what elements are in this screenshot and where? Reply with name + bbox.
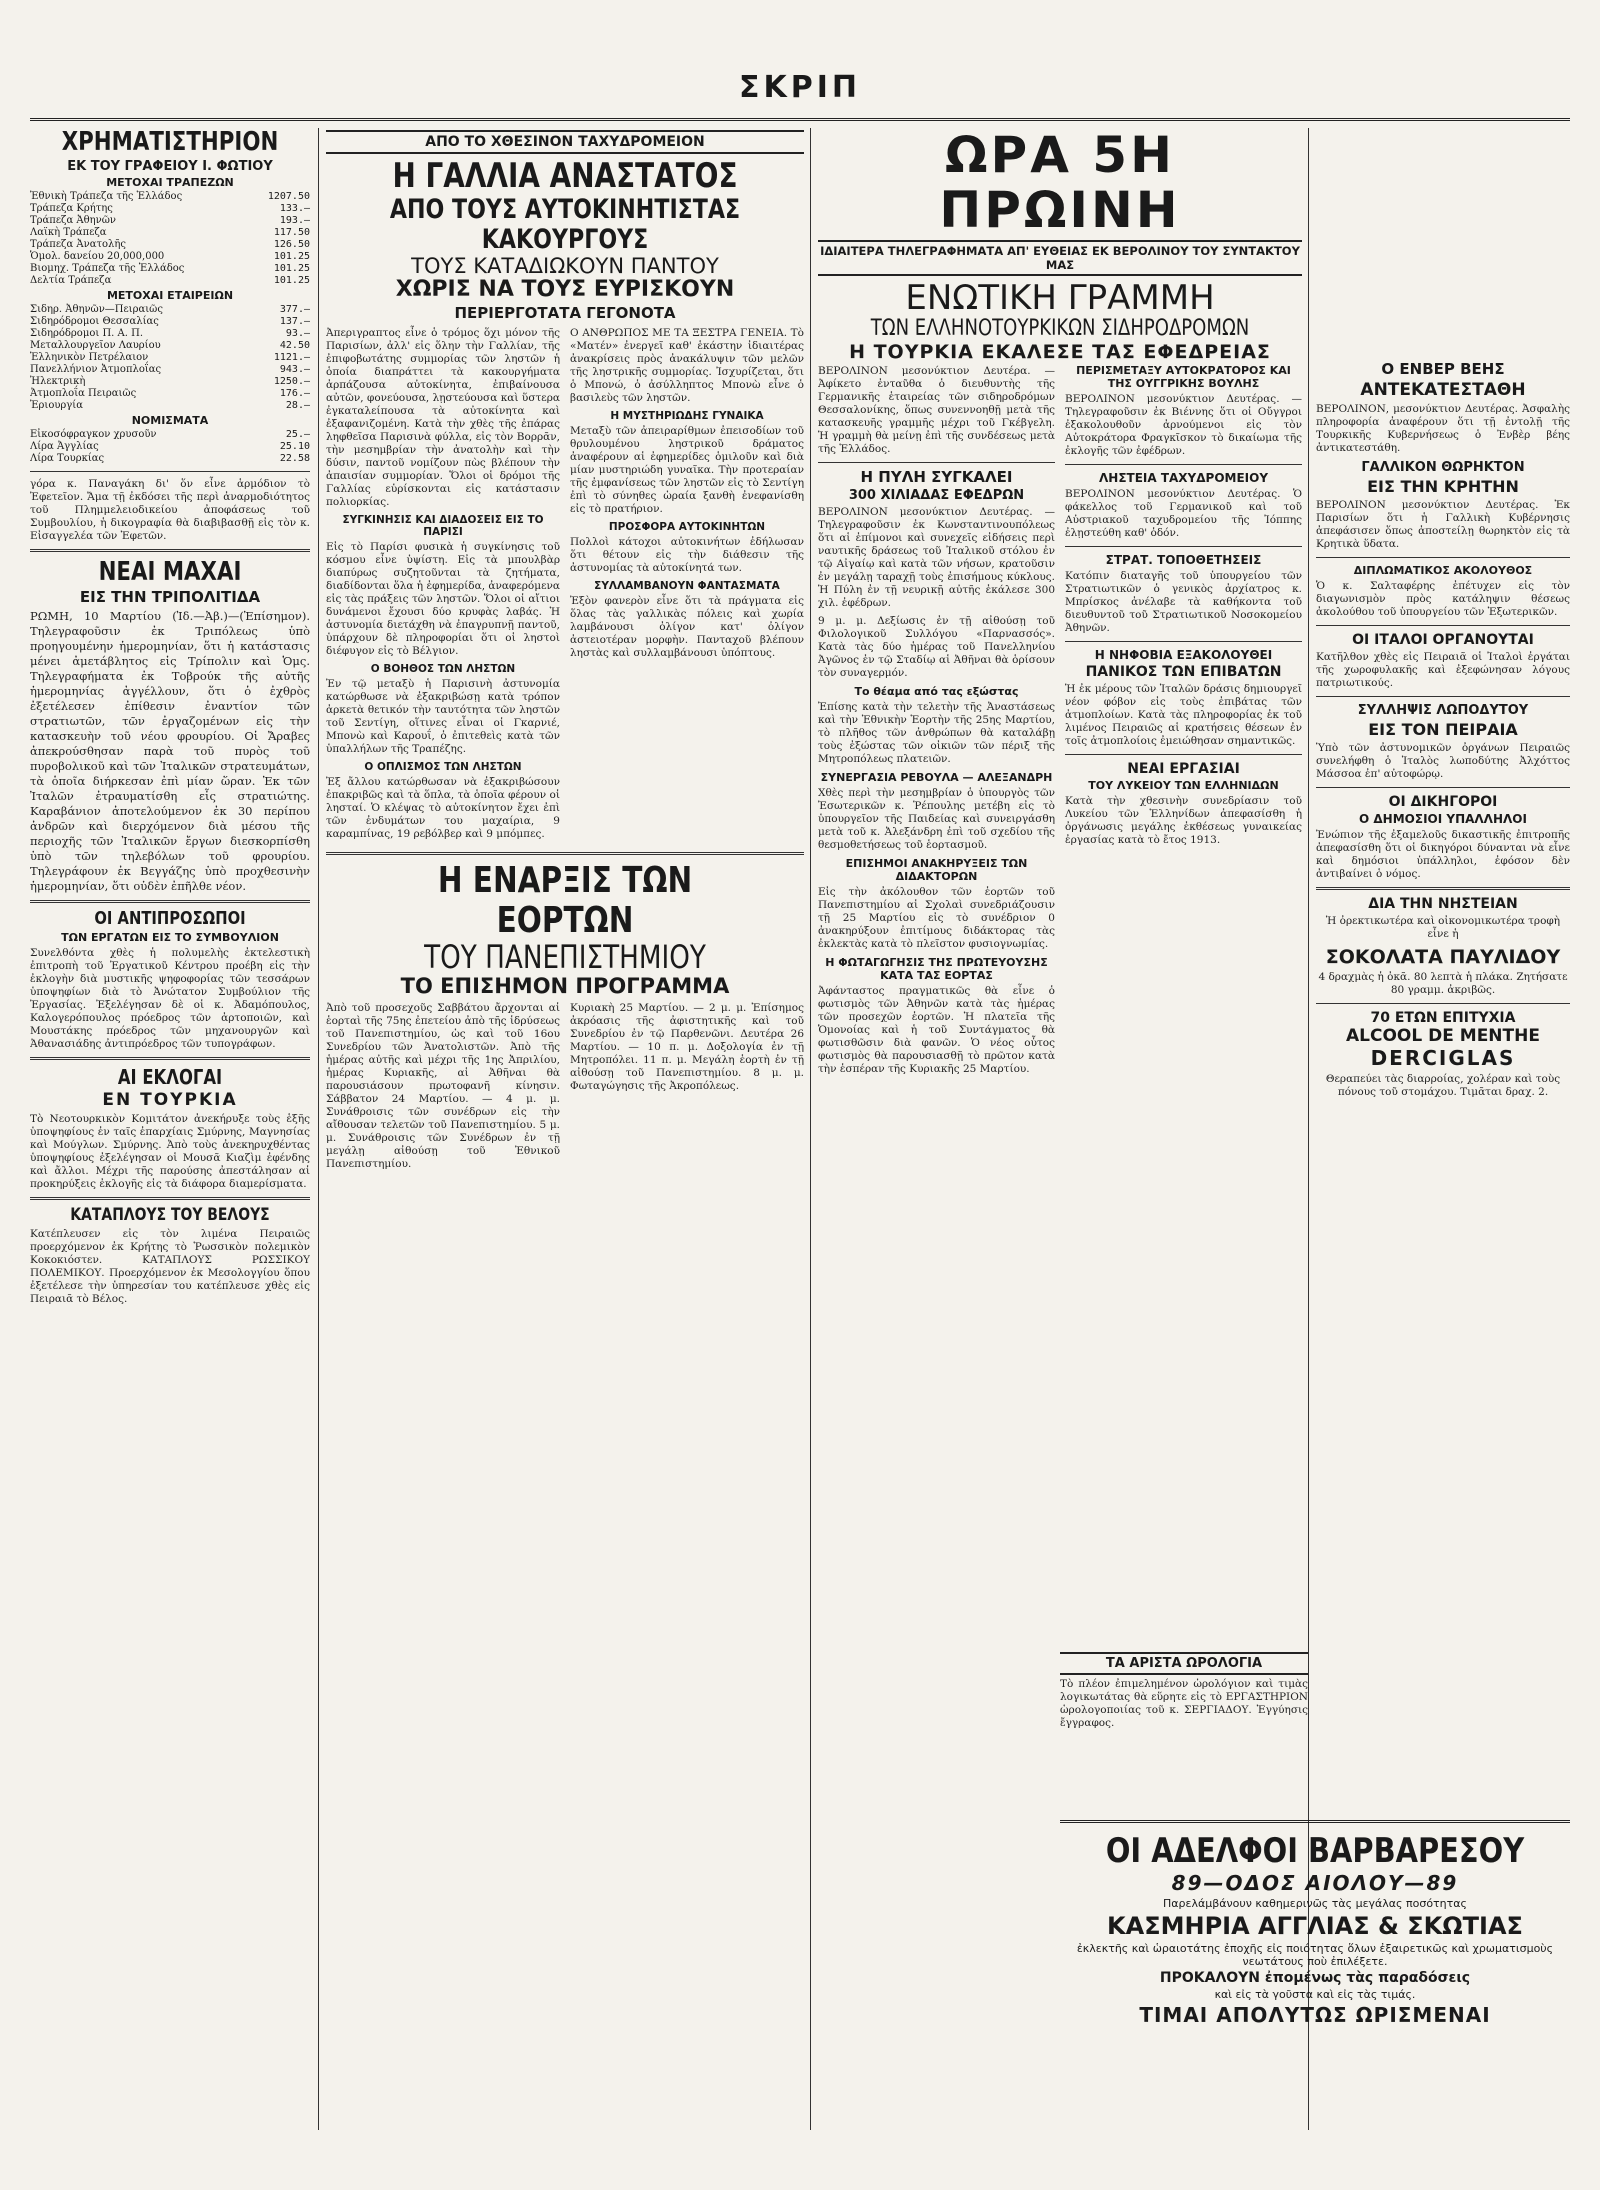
coins-table — [30, 429, 310, 465]
france-headline-5: ΠΕΡΙΕΡΓΟΤΑΤΑ ΓΕΓΟΝΟΤΑ — [454, 304, 676, 323]
military-title: ΣΤΡΑΤ. ΤΟΠΟΘΕΤΗΣΕΙΣ — [1105, 553, 1262, 568]
bank-rate-row — [30, 239, 310, 251]
enver-body: ΒΕΡΟΛΙΝΟΝ, μεσονύκτιον Δευτέρας. Ἀσφαλὴς πληροφορία ἀναφέρουν ὅτι τῇ ἐντολῇ τῆς Τουρκικῆς Κυβερνήσεως ὁ Ἐνβὲρ βέης ἀντικατεστάθη. — [1316, 403, 1570, 454]
bank-rate-row — [30, 275, 310, 287]
rate-value: 176.— — [279, 387, 310, 399]
bank-rate-row — [30, 191, 310, 203]
reps-subtitle: ΤΩΝ ΕΡΓΑΤΩΝ ΕΙΣ ΤΟ ΣΥΜΒΟΥΛΙΟΝ — [61, 930, 279, 944]
rate-value: 117.50 — [273, 226, 310, 238]
divider — [30, 1197, 310, 1200]
france-sub-f: ΣΥΛΛΑΜΒΑΝΟΥΝ ΦΑΝΤΑΣΜΑΤΑ — [594, 580, 780, 593]
pickpocket-body: Ὑπὸ τῶν ἀστυνομικῶν ὀργάνων Πειραιῶς συνελήφθη ὁ Ἰταλὸς λωποδύτης Ἀλχόττος Μάσσοα ἐπ' αὐτοφώρῳ. — [1316, 742, 1570, 780]
watch-title: ΤΑ ΑΡΙΣΤΑ ΩΡΟΛΟΓΙΑ — [1060, 1652, 1308, 1675]
rate-value: 93.— — [285, 327, 310, 339]
gate-title: Η ΠΥΛΗ ΣΥΓΚΑΛΕΙ — [860, 468, 1013, 487]
rate-name: Λίρα Ἀγγλίας — [30, 440, 99, 452]
university-headline: Η ΕΝΑΡΞΙΣ ΤΩΝ ΕΟΡΤΩΝ — [437, 860, 693, 941]
lighting-body: Ἀφάνταστος πραγματικῶς θὰ εἶνε ὁ φωτισμὸς τῶν Ἀθηνῶν κατὰ τὰς ἡμέρας τῶν προσεχῶν ἑορτῶν. Ἡ πλατεῖα τῆς Ὁμονοίας καὶ ἡ τοῦ Συντάγματος θὰ φωτισθῶσιν διὰ φανῶν. Ὁ νέος οὗτος φωτισμὸς θὰ παρουσιασθῇ τὸ πρῶτον κατὰ τὴν ἑσπέραν τῆς Κυριακῆς 25 Μαρτίου. — [818, 984, 1055, 1075]
varvaresos-ad — [1060, 1820, 1570, 2123]
company-rate-row — [30, 364, 310, 376]
doct-title: ΕΠΙΣΗΜΟΙ ΑΝΑΚΗΡΥΞΕΙΣ ΤΩΝ ΔΙΔΑΚΤΟΡΩΝ — [845, 856, 1028, 883]
diplomat-body: Ὁ κ. Σαλταφέρης ἐπέτυχεν εἰς τὸν διαγωνισμὸν πρὸς κατάληψιν θέσεως ἀκολούθου τοῦ ὑπουργείου τῶν Ἐξωτερικῶν. — [1316, 580, 1570, 618]
divider — [30, 1057, 310, 1060]
france-body-d: Ἐξ ἄλλου κατώρθωσαν νὰ ἐξακριβώσουν ἐπακριβῶς καὶ τὰ ὅπλα, τὰ ὁποῖα φέρουν οἱ λησταί. Ὁ κλέψας τὸ αὐτοκίνητον ἔχει ἐπὶ τῶν ἐνδυμάτων του μαχαίρια, 9 καραμπίνας, 19 ρεβόλβερ καὶ 9 μπόμπες. — [326, 776, 560, 841]
rate-name: Τράπεζα Κρήτης — [30, 202, 113, 214]
divider — [30, 549, 310, 552]
varvaresos-line1: Παρελάμβάνουν καθημερινῶς τὰς μεγάλας ποσότητας — [1163, 1897, 1467, 1910]
france-body-a: Ἀπεριγραπτος εἶνε ὁ τρόμος ὅχι μόνον τῆς Παρισίων, ἀλλ' εἰς ὅλην τὴν Γαλλίαν, τῆς ἐπιφοβωτάτης συμμορίας τῶν ληστῶν ἡ ὁποία διαπράττει τὰ κακουργήματα ἀρπάζουσα αὐτοκίνητα, ἐπιβαίνουσα αὐτῶν, φονεύουσα, λῃστεύουσα καὶ ὕστερα ἐγκαταλείπουσα τὰ αὐτοκίνητα καὶ ἐξαφανιζομένη. Κατὰ τὴν χθὲς τῆς ἐπάρας ληφθεῖσα Παρισινὰ φύλλα, εἰς τὸν Βορρᾶν, τὴν μεσημβρίαν τὴν ἀνατολὴν καὶ τὴν δύσιν, παντοῦ νομίζουν πὼς βλέπουν τὴν ἀπαισίαν συμμορίαν. Ὅλοι οἱ δρόμοι τῆς Γαλλίας εὑρίσκονται εἰς κατάστασιν πολιορκίας. — [326, 327, 560, 509]
coin-rate-row — [30, 453, 310, 465]
bank-rates-table — [30, 191, 310, 287]
university-body-2: Κυριακὴ 25 Μαρτίου. — 2 μ. μ. Ἐπίσημος ἀκρόασις τῆς ἀφιστητικῆς καὶ τοῦ Συνεδρίου ἐν τῷ Παρθενῶνι. Δευτέρα 26 Μαρτίου. — 10 π. μ. Δοξολογία ἐν τῇ Μητροπόλει. 11 π. μ. Μεγάλη ἑορτὴ ἐν τῇ αἰθούσῃ τοῦ Πανεπιστημίου. 8 μ. μ. Φωταγώγησις τῆς Ἀκροπόλεως. — [570, 1001, 804, 1092]
bourse-subtitle: ΕΚ ΤΟΥ ΓΡΑΦΕΙΟΥ Ι. ΦΩΤΙΟΥ — [67, 158, 273, 174]
rail-body: ΒΕΡΟΛΙΝΟΝ μεσονύκτιον Δευτέρα. — Ἀφίκετο ἐνταῦθα ὁ διευθυντὴς τῆς Γερμανικῆς ἑταιρείας τῶν σιδηροδρόμων Θεσσαλονίκης, ὅπως συνεννοηθῇ μετὰ τῆς κατασκευῆς γραμμῆς μέχρι τοῦ Γκέβγελη. Ἡ γραμμὴ θὰ μείνῃ ἐπὶ τῆς συνδέσεως μετὰ τῆς Ἑλλάδος. — [818, 365, 1055, 456]
france-sub-d: Η ΜΥΣΤΗΡΙΩΔΗΣ ΓΥΝΑΙΚΑ — [610, 410, 764, 423]
rate-name: Σιδηρόδρομοι Θεσσαλίας — [30, 315, 159, 327]
france-sub-c: Ο ΟΠΛΙΣΜΟΣ ΤΩΝ ΛΗΣΤΩΝ — [364, 761, 522, 774]
varvaresos-products: ΚΑΣΜΗΡΙΑ ΑΓΓΛΙΑΣ & ΣΚΩΤΙΑΣ — [1107, 1912, 1523, 1940]
masthead-title: ΣΚΡΙΠ — [739, 70, 861, 105]
fasting-ad-body: Ἡ ὀρεκτικωτέρα καὶ οἰκονομικωτέρα τροφὴ εἶνε ἡ — [1325, 915, 1561, 940]
rate-name: Βιομηχ. Τράπεζα τῆς Ἑλλάδος — [30, 262, 185, 274]
university-headline-3: ΤΟ ΕΠΙΣΗΜΟΝ ΠΡΟΓΡΑΜΜΑ — [400, 974, 730, 999]
company-rate-row — [30, 376, 310, 388]
france-sub-a: ΣΥΓΚΙΝΗΣΙΣ ΚΑΙ ΔΙΑΔΟΣΕΙΣ ΕΙΣ ΤΟ ΠΑΡΙΣΙ — [342, 514, 544, 539]
bank-rate-row — [30, 227, 310, 239]
column-separator — [810, 128, 811, 2130]
rate-name: Πανελλήνιον Ἀτμοπλοΐας — [30, 363, 162, 375]
elections-subtitle: ΕΝ ΤΟΥΡΚΙΑ — [102, 1089, 238, 1110]
gate-body: ΒΕΡΟΛΙΝΟΝ μεσονύκτιον Δευτέρας. — Τηλεγραφοῦσιν ἐκ Κωνσταντινουπόλεως ὅτι αἱ ἐπίμονοι καὶ συνεχεῖς εἰδήσεις περὶ ναυτικῆς δράσεως τοῦ Ἰταλικοῦ στόλου ἐν τῷ Αἰγαίῳ καὶ κατὰ τῶν νήσων, κρατοῦσιν ἐν μεγάλῃ ταραχῇ τοὺς ἐπισήμους κύκλους. Ἡ Πύλη ἐν τῇ νευρικῇ αὐτῆς ἐκάλεσε 300 χιλ. ἐφέδρων. — [818, 505, 1055, 609]
lawyers-subtitle: Ο ΔΗΜΟΣΙΟΙ ΥΠΑΛΛΗΛΟΙ — [1359, 812, 1527, 826]
feast-body: Ἐπίσης κατὰ τὴν τελετὴν τῆς Ἀναστάσεως καὶ τὴν Ἐθνικὴν Ἑορτὴν τῆς 25ης Μαρτίου, τὸ πλῆθος τῶν ἀνθρώπων θὰ καταλάβῃ τοὺς ἐξώστας τῶν οἰκιῶν τῶν πέριξ τῆς Μητροπόλεως πλατειῶν. — [818, 700, 1055, 765]
varvaresos-address: 89—ΟΔΟΣ ΑΙΟΛΟΥ—89 — [1171, 1871, 1459, 1895]
university-body-1: Ἀπὸ τοῦ προσεχοῦς Σαββάτου ἄρχονται αἱ ἑορταὶ τῆς 75ης ἐπετείου ἀπὸ τῆς ἱδρύσεως τοῦ Πανεπιστημίου, ὡς καὶ τοῦ 16ου Συνεδρίου τῶν Ἀνατολιστῶν. Ἀπὸ τῆς ἡμέρας αὐτῆς καὶ μέχρι τῆς 1ης Ἀπριλίου, ἡμέρας Κυριακῆς, αἱ Ἀθῆναι θὰ παρουσιάσουν πρωτοφανῆ κίνησιν. Σάββατον 24 Μαρτίου. — 4 μ. μ. Συνάθροισις τῶν συνέδρων εἰς τὴν αἴθουσαν τελετῶν τοῦ Πανεπιστημίου. 5 μ. μ. Συνάθροισις τῶν Συνέδρων ἐν τῇ μεγάλῃ αἰθούσῃ τοῦ Ἐθνικοῦ Πανεπιστημίου. — [326, 1001, 560, 1170]
reserves-headline: Η ΤΟΥΡΚΙΑ ΕΚΑΛΕΣΕ ΤΑΣ ΕΦΕΔΡΕΙΑΣ — [849, 340, 1271, 363]
elections-title: ΑΙ ΕΚΛΟΓΑΙ — [117, 1064, 223, 1089]
battle-title: ΝΕΑΙ ΜΑΧΑΙ — [98, 556, 242, 587]
fasting-ad-title: ΔΙΑ ΤΗΝ ΝΗΣΤΕΙΑΝ — [1368, 896, 1518, 912]
france-body-f: Μεταξὺ τῶν ἀπειραρίθμων ἐπεισοδίων τοῦ θρυλουμένου ληστρικοῦ δράματος ἀναφέρουν αἱ ἐφημερίδες ὁμιλοῦν καὶ διὰ μίαν μυστηριώδη γυναῖκα. Τὴν προτεραίαν τῆς ἐμφανίσεως τῶν ληστῶν εἰς τὸ Σεντίγη ἐπὶ τὸ σύνηθες ὡραία ξανθὴ ἐνεφανίσθη εἰς τὸ πρατήριον. — [570, 425, 804, 516]
italians-title: ΟΙ ΙΤΑΛΟΙ ΟΡΓΑΝΟΥΤΑΙ — [1352, 632, 1534, 648]
university-headline-2: ΤΟΥ ΠΑΝΕΠΙΣΤΗΜΙΟΥ — [424, 938, 706, 977]
enver-subtitle: ΑΝΤΕΚΑΤΕΣΤΑΘΗ — [1360, 380, 1526, 400]
rate-value: 1207.50 — [267, 190, 310, 202]
rate-value: 137.— — [279, 315, 310, 327]
alcool-title: ALCOOL DE MENTHE — [1346, 1026, 1540, 1046]
reb-body: Χθὲς περὶ τὴν μεσημβρίαν ὁ ὑπουργὸς τῶν Ἐσωτερικῶν κ. Ῥέπουλης μετέβη εἰς τὸ ὑπουργεῖον τῆς Παιδείας καὶ συνειργάσθη μετὰ τοῦ κ. Ἀλεξάνδρη ἐπὶ τοῦ σχεδίου τῆς θεσμοθετήσεως τοῦ ἑορτασμοῦ. — [818, 786, 1055, 851]
uni-reception-body: 9 μ. μ. Δεξίωσις ἐν τῇ αἰθούσῃ τοῦ Φιλολογικοῦ Συλλόγου «Παρνασσός». Κατὰ τὰς δύο ἡμέρας τοῦ Πανελληνίου Ἀγῶνος ἐν τῷ Σταδίῳ αἱ Ἀθῆναι θὰ ὁρίσουν τὸν συναγερμόν. — [818, 614, 1055, 679]
france-body-c: Ἐν τῷ μεταξὺ ἡ Παρισινὴ ἀστυνομία κατώρθωσε νὰ ἐξακριβώσῃ κατὰ τρόπον ἀρκετὰ θετικόν τὴν ταυτότητα τῶν ληστῶν τοῦ Σεντίγη, οἵτινες εἶναι οἱ Γκαρνιέ, Μπονὼ καὶ Καρουΐ, ὁ ἐπιτεθεὶς κατὰ τῶν ὑπαλλήλων τῆς Τραπέζης. — [326, 678, 560, 756]
rate-name: Ἀτμοπλοΐα Πειραιῶς — [30, 387, 137, 399]
col3-split — [818, 362, 1302, 1081]
company-rate-row — [30, 316, 310, 328]
coins-header: ΝΟΜΙΣΜΑΤΑ — [131, 413, 209, 427]
rate-name: Ἠλεκτρικὴ — [30, 375, 86, 387]
france-headline-2: ΑΠΟ ΤΟΥΣ ΑΥΤΟΚΙΝΗΤΙΣΤΑΣ ΚΑΚΟΥΡΓΟΥΣ — [389, 194, 741, 256]
crete-title: ΓΑΛΛΙΚΟΝ ΘΩΡΗΚΤΟΝ — [1361, 460, 1525, 475]
watch-body: Τὸ πλέον ἐπιμελημένον ὡρολόγιον καὶ τιμὰς λογικωτάτας θὰ εὕρητε εἰς τὸ ΕΡΓΑΣΤΗΡΙΟΝ ὡρολογοποιίας τοῦ κ. ΣΕΡΓΙΑΔΟΥ. Ἐγγύησις ἔγγραφος. — [1060, 1678, 1308, 1729]
diplomat-title: ΔΙΠΛΩΜΑΤΙΚΟΣ ΑΚΟΛΟΥΘΟΣ — [1353, 564, 1533, 577]
column-right — [1316, 128, 1570, 1728]
column-separator — [318, 128, 319, 2130]
company-shares-header: ΜΕΤΟΧΑΙ ΕΤΑΙΡΕΙΩΝ — [106, 288, 234, 302]
panic-title: Η ΝΗΦΟΒΙΑ ΕΞΑΚΟΛΟΥΘΕΙ — [1094, 648, 1273, 663]
jobs-subtitle: ΤΟΥ ΛΥΚΕΙΟΥ ΤΩΝ ΕΛΛΗΝΙΔΩΝ — [1088, 779, 1279, 793]
divider — [1065, 546, 1302, 547]
rate-value: 42.50 — [279, 339, 310, 351]
enver-title: Ο ΕΝΒΕΡ ΒΕΗΣ — [1381, 360, 1505, 378]
divider — [30, 471, 310, 472]
rate-value: 25.— — [285, 428, 310, 440]
varvaresos-prices: ΤΙΜΑΙ ΑΠΟΛΥΤΩΣ ΩΡΙΣΜΕΝΑΙ — [1139, 2003, 1491, 2027]
battle-subtitle: ΕΙΣ ΤΗΝ ΤΡΙΠΟΛΙΤΙΔΑ — [79, 588, 261, 607]
watch-ad — [1060, 1650, 1308, 1810]
france-body-g: Πολλοὶ κάτοχοι αὐτοκινήτων ἐδήλωσαν ὅτι θέτουν εἰς τὴν διάθεσιν τῆς ἀστυνομίας τὰ αὐτοκίνητά των. — [570, 536, 804, 575]
crete-body: ΒΕΡΟΛΙΝΟΝ μεσονύκτιον Δευτέρας. Ἐκ Παρισίων ὅτι ἡ Γαλλικὴ Κυβέρνησις ἀπεφάσισεν ὅπως ἀποστείλῃ θωρηκτὸν εἰς τὰ Κρητικὰ ὕδατα. — [1316, 499, 1570, 550]
crete-subtitle: ΕΙΣ ΤΗΝ ΚΡΗΤΗΝ — [1367, 477, 1519, 496]
rate-value: 101.25 — [273, 274, 310, 286]
reb-title: ΣΥΝΕΡΓΑΣΙΑ ΡΕΒΟΥΛΑ — ΑΛΕΞΑΝΔΡΗ — [820, 770, 1053, 784]
rate-name: Ἐθνικὴ Τράπεζα τῆς Ἑλλάδος — [30, 190, 183, 202]
bank-rate-row — [30, 263, 310, 275]
france-body-h: Ἐξὸν φανερὸν εἶνε ὅτι τὰ πράγματα εἰς ὅλας τὰς γαλλικὰς πόλεις καὶ χωρία λαμβάνουσι ὀλίγον κατ' ὀλίγον ἀστειοτέραν μορφὴν. Πανταχοῦ βλέπουν ληστὰς καὶ συλλαμβάνουσι ὑπόπτους. — [570, 595, 804, 660]
divider — [1065, 641, 1302, 642]
rate-name: Μεταλλουργεῖον Λαυρίου — [30, 339, 161, 351]
hour-subtitle: ΙΔΙΑΙΤΕΡΑ ΤΗΛΕΓΡΑΦΗΜΑΤΑ ΑΠ' ΕΥΘΕΙΑΣ ΕΚ ΒΕΡΟΛΙΝΟΥ ΤΟΥ ΣΥΝΤΑΚΤΟΥ ΜΑΣ — [818, 240, 1302, 276]
france-story — [326, 324, 804, 846]
divider — [818, 462, 1055, 463]
divider — [1316, 696, 1570, 697]
divider — [1316, 557, 1570, 558]
post-robbery-title: ΛΗΣΤΕΙΑ ΤΑΧΥΔΡΟΜΕΙΟΥ — [1098, 471, 1269, 486]
column-center-left — [326, 128, 804, 2118]
ship-body: Κατέπλευσεν εἰς τὸν λιμένα Πειραιῶς προερχόμενον ἐκ Κρήτης τὸ Ῥωσσικὸν πολεμικὸν Κοκοκιόστεν. ΚΑΤΑΠΛΟΥΣ ΡΩΣΣΙΚΟΥ ΠΟΛΕΜΙΚΟΥ. Προερχόμενον ἐκ Μεσολογγίου ὅπου ἐξετέλεσε τὴν ὑπηρεσίαν του κατέπλευσε χθὲς εἰς Πειραιᾶ τὸ Βέλος. — [30, 1227, 310, 1305]
rate-value: 101.25 — [273, 250, 310, 262]
company-rate-row — [30, 328, 310, 340]
coin-rate-row — [30, 429, 310, 441]
rate-value: 943.— — [279, 363, 310, 375]
bank-rate-row — [30, 215, 310, 227]
france-body-e: Ο ΑΝΘΡΩΠΟΣ ΜΕ ΤΑ ΞΕΣΤΡΑ ΓΕΝΕΙΑ. Τὸ «Ματέν» ἐνεργεῖ καθ' ἑκάστην ἰδιαιτέρας ἀνακρίσεις πρὸς ἀνακάλυψιν τῶν μελῶν τῆς ληστρικῆς συμμορίας. Ἰσχυρίζεται, ὅτι ὁ Μπονώ, ὁ ἀσύλληπτος Μπονὼ εἶνε ὁ βασιλεὺς τῶν ληστῶν. — [570, 327, 804, 405]
france-sub-b: Ο ΒΟΗΘΟΣ ΤΩΝ ΛΗΣΤΩΝ — [370, 663, 516, 676]
rate-value: 133.— — [279, 202, 310, 214]
rate-value: 101.25 — [273, 262, 310, 274]
doct-body: Εἰς τὴν ἀκόλουθον τῶν ἑορτῶν τοῦ Πανεπιστημίου αἱ Σχολαὶ συνεδριάζουσιν τῇ 25 Μαρτίου εἰς τὸ συνέδριον 0 ἀνακηρύξουν ἐπιτίμους διδάκτορας τὰς ἐκλεκτὰς κατὰ τὸ πλεῖστον φυσιογνωμίας. — [818, 885, 1055, 950]
rate-name: Εἰκοσόφραγκον χρυσοῦν — [30, 428, 157, 440]
bank-rate-row — [30, 203, 310, 215]
divider — [1316, 1003, 1570, 1004]
reps-body: Συνελθόντα χθὲς ἡ πολυμελὴς ἐκτελεστικὴ ἐπιτροπὴ τοῦ Ἐργατικοῦ Κέντρου προέβη εἰς τὴν ἐκλογὴν διὰ μυστικῆς ψηφοφορίας τῶν τεσσάρων ὑποψηφίων διὰ τὸ Ἀνώτατον Συμβούλιον τῆς Ἐργασίας. Ἐξελέγησαν δὲ οἱ κ. Ἀδαμόπουλος, Καλογερόπουλος πρόεδρος τῶν ἀρτοποιῶν, καὶ Μουστάκης πρόεδρος τῶν μηχανουργῶν καὶ Ἀθανασιάδης ἀντιπρόεδρος τῶν τυπογράφων. — [30, 946, 310, 1050]
lawyers-title: ΟΙ ΔΙΚΗΓΟΡΟΙ — [1388, 794, 1498, 810]
bank-rate-row — [30, 251, 310, 263]
kaiser-title: ΠΕΡΙΣΜΕΤΑΞΥ ΑΥΤΟΚΡΑΤΟΡΟΣ ΚΑΙ ΤΗΣ ΟΥΓΓΡΙΚΗΣ ΒΟΥΛΗΣ — [1076, 364, 1291, 391]
france-headline-4: ΧΩΡΙΣ ΝΑ ΤΟΥΣ ΕΥΡΙΣΚΟΥΝ — [395, 276, 735, 302]
varvaresos-line3: καὶ εἰς τὰ γοῦστα καὶ εἰς τὰς τιμάς. — [1214, 1988, 1416, 2001]
rate-value: 1250.— — [273, 375, 310, 387]
elections-body: Τὸ Νεοτουρκικὸν Κομιτάτον ἀνεκήρυξε τοὺς ἑξῆς ὑποψηφίους ἐν ταῖς ἐπαρχίαις Σμύρνης, Μαγνησίας καὶ Μούγλων. Σμύρνης. Ἀπὸ τοὺς ἀνεκηρυχθέντας ὑποψηφίους ἐξελέγησαν οἱ Μουσᾶ Κιαζὶμ ἐφένδης καὶ ἄλλοι. Μέχρι τῆς παρούσης ἀπεστάλησαν αἱ προκηρύξεις ἐκλογῆς εἰς τὰ διάφορα διαμερίσματα. — [30, 1112, 310, 1190]
divider — [1316, 787, 1570, 788]
battle-body: ΡΩΜΗ, 10 Μαρτίου (Ἰδ.—Ἀβ.)—(Ἐπίσημον). Τηλεγραφοῦσιν ἐκ Τριπόλεως ὑπὸ προηγουμένην ἡμερομηνίαν, ὅτι ἡ κατάστασις μένει ἀμετάβλητος εἰς Τρίπολιν καὶ Ὁμς. Τηλεγραφήματα ἐκ Τοβρούκ τῆς αὐτῆς ἡμερομηνίας ἀγγέλλουν, ὅτι ὁ ἐχθρὸς ἐξετέλεσεν ἐπίθεσιν ἐναντίον τῶν στρατιωτῶν, τῶν ἐργαζομένων εἰς τὴν κατασκευὴν τοῦ νέου φρουρίου. Οἱ Ἄραβες ἀπεκρούσθησαν παρὰ τοῦ πυρὸς τοῦ πυροβολικοῦ καὶ τῶν Ἰταλικῶν στρατευμάτων, τὰ ὁποῖα διήρκεσαν ἐπὶ μίαν ὥραν. Ἐκ τῶν Ἰταλῶν ἐτραυματίσθη εἷς στρατιώτης. Καραβάνιον ἀποτελούμενον ἐκ 30 περίπου ἀνδρῶν καὶ διερχόμενον διὰ μέσου τῆς περιοχῆς τῶν Ἰταλικῶν ἔργων διεσκορπίσθη ὑπὸ τῶν τηλεβόλων τοῦ φρουρίου. Τηλεγράφουν ἐκ Βεγγάζης ὑπὸ προχθεσινὴν ἡμερομηνίαν, ὅτι οὐδὲν ἐπῆλθε νέον. — [30, 609, 310, 894]
varvaresos-line2: ἐκλεκτῆς καὶ ὡραιοτάτης ἐποχῆς εἰς ποιότητας ὅλων ἐξαιρετικῶς καὶ χρωματισμοὺς νεωτάτους ποὺ ἐπιλέξετε. — [1076, 1942, 1554, 1968]
rate-name: Λίρα Τουρκίας — [30, 452, 105, 464]
bank-shares-header: ΜΕΤΟΧΑΙ ΤΡΑΠΕΖΩΝ — [106, 175, 234, 189]
post-robbery-body: ΒΕΡΟΛΙΝΟΝ μεσονύκτιον Δευτέρας. Ὁ φάκελλος τοῦ Γερμανικοῦ καὶ τοῦ Αὐστριακοῦ ταχυδρομείου τῆς Ἰόππης ἐλῃστεύθη καθ' ὁδόν. — [1065, 488, 1302, 540]
gate-subtitle: 300 ΧΙΛΙΑΔΑΣ ΕΦΕΔΡΩΝ — [848, 487, 1025, 503]
france-sub-e: ΠΡΟΣΦΟΡΑ ΑΥΤΟΚΙΝΗΤΩΝ — [608, 521, 766, 534]
hour-headline: ΩΡΑ 5Η ΠΡΩΙΝΗ — [939, 128, 1181, 239]
university-story — [326, 999, 804, 1176]
france-headline: Η ΓΑΛΛΙΑ ΑΝΑΣΤΑΤΟΣ — [392, 156, 738, 196]
military-body: Κατόπιν διαταγῆς τοῦ ὑπουργείου τῶν Στρατιωτικῶν ὁ γενικὸς ἀρχίατρος κ. Μπρίσκος ἀνέλαβε τὰ καθήκοντα τοῦ διευθυντοῦ τοῦ Στρατιωτικοῦ Νοσοκομείου Ἀθηνῶν. — [1065, 570, 1302, 635]
rate-value: 22.58 — [279, 452, 310, 464]
column-left — [30, 128, 310, 2118]
jobs-body: Κατὰ τὴν χθεσινὴν συνεδρίασιν τοῦ Λυκείου τῶν Ἑλληνίδων ἀπεφασίσθη ἡ ὀργάνωσις μεγάλης ἐκθέσεως γυναικείας ἐργασίας κατὰ τὸ ἔτος 1913. — [1065, 795, 1302, 847]
pickpocket-title: ΣΥΛΛΗΨΙΣ ΛΩΠΟΔΥΤΟΥ — [1357, 703, 1529, 718]
lawyers-body: Ἐνώπιον τῆς ἐξαμελοῦς δικαστικῆς ἐπιτροπῆς ἀπεφασίσθη ὅτι οἱ δικηγόροι δύνανται νὰ εἶνε καὶ δημόσιοι ὑπάλληλοι, ἐφόσον δὲν ἀντιβαίνει ὁ νόμος. — [1316, 829, 1570, 880]
panic-subtitle: ΠΑΝΙΚΟΣ ΤΩΝ ΕΠΙΒΑΤΩΝ — [1085, 664, 1282, 681]
rate-name: Ἐριουργία — [30, 399, 83, 411]
bourse-note: γόρα κ. Παναγάκη δι' ὅν εἶνε ἁρμόδιον τὸ Ἐφετεῖον. Ἄμα τῇ ἐκδόσει τῆς περὶ ἀναρμοδιότητος τοῦ Πλημμελειοδικείου ἀποφάσεως τοῦ Συμβουλίου, ἡ δικογραφία θὰ διαβιβασθῇ εἰς τὸν κ. Εἰσαγγελέα τῶν Ἐφετῶν. — [30, 477, 310, 542]
varvaresos-promo: ΠΡΟΚΑΛΟΥΝ ἐπομένως τὰς παραδόσεις — [1159, 1970, 1471, 1986]
pickpocket-subtitle: ΕΙΣ ΤΟΝ ΠΕΙΡΑΙΑ — [1368, 720, 1518, 739]
alcool-years: 70 ΕΤΩΝ ΕΠΙΤΥΧΙΑ — [1370, 1010, 1516, 1026]
chocolate-body: 4 δραχμὰς ἡ ὀκᾶ. 80 λεπτὰ ἡ πλάκα. Ζητήσατε 80 γραμμ. ἀκριβῶς. — [1318, 971, 1568, 996]
france-body-b: Εἰς τὸ Παρίσι φυσικὰ ἡ συγκίνησις τοῦ κόσμου εἶνε ὑψίστη. Εἰς τὰ μπουλβὰρ διαπύρως συζητοῦνται τὰ ζητήματα, διαδίδονται ὅλα ἡ ἐφημερίδα, ἀναφερόμενα εἰς τὰς πράξεις τῶν ληστῶν. Ὅλοι οἱ αἴτιοι δυνάμενοι ἔχουσι δύο κρυφὰς λαβάς. Ἡ ἀστυνομία διετάχθη νὰ ἐπαγρυπνῇ παντοῦ, ὑπάρχουν δὲ πληροφορίαι ὅτι οἱ ληστοὶ διέφυγον εἰς τὸ Βέλγιον. — [326, 541, 560, 658]
france-headline-3: ΤΟΥΣ ΚΑΤΑΔΙΩΚΟΥΝ ΠΑΝΤΟΥ — [411, 253, 719, 278]
masthead-rule — [30, 118, 1570, 121]
rate-name: Σιδηρόδρομοι Π. Α. Π. — [30, 327, 143, 339]
panic-body: Ἡ ἐκ μέρους τῶν Ἰταλῶν δράσις δημιουργεῖ νέον φόβον εἰς τοὺς ἐπιβάτας τῶν ἀτμοπλοίων. Κατὰ τὰς πληροφορίας ἐκ τοῦ λιμένος Πειραιῶς αἱ κρατήσεις θέσεων ἐν τοῖς ἀτμοπλοίοις ἐμειώθησαν σημαντικῶς. — [1065, 683, 1302, 748]
rate-value: 193.— — [279, 214, 310, 226]
divider — [1316, 887, 1570, 890]
rate-name: Λαϊκὴ Τράπεζα — [30, 226, 107, 238]
italians-body: Κατῆλθον χθὲς εἰς Πειραιᾶ οἱ Ἰταλοὶ ἐργάται τῆς χωροφυλακῆς καὶ ἐξεφώνησαν λόγους πατριωτικούς. — [1316, 651, 1570, 689]
rate-value: 377.— — [279, 303, 310, 315]
chocolate-brand: ΣΟΚΟΛΑΤΑ ΠΑΥΛΙΔΟΥ — [1325, 946, 1561, 968]
post-label: ΑΠΟ ΤΟ ΧΘΕΣΙΝΟΝ ΤΑΧΥΔΡΟΜΕΙΟΝ — [326, 130, 804, 154]
rate-value: 28.— — [285, 399, 310, 411]
divider — [326, 852, 804, 855]
rate-value: 1121.— — [273, 351, 310, 363]
varvaresos-title: ΟΙ ΑΔΕΛΦΟΙ ΒΑΡΒΑΡΕΣΟΥ — [1105, 1831, 1525, 1871]
rate-name: Ἑλληνικὸν Πετρέλαιον — [30, 351, 149, 363]
rate-value: 126.50 — [273, 238, 310, 250]
rate-name: Τράπεζα Ἀθηνῶν — [30, 214, 116, 226]
company-rate-row — [30, 304, 310, 316]
lighting-title: Η ΦΩΤΑΓΩΓΗΣΙΣ ΤΗΣ ΠΡΩΤΕΥΟΥΣΗΣ ΚΑΤΑ ΤΑΣ ΕΟΡΤΑΣ — [825, 955, 1048, 982]
company-rate-row — [30, 352, 310, 364]
feast-title: Το θέαμα από τας εξώστας — [854, 684, 1019, 698]
jobs-title: ΝΕΑΙ ΕΡΓΑΣΙΑΙ — [1127, 761, 1240, 778]
divider — [1316, 625, 1570, 626]
rate-value: 25.10 — [279, 440, 310, 452]
rate-name: Ὁμολ. δανείου 20,000,000 — [30, 250, 165, 262]
alcool-brand: DERCIGLAS — [1370, 1046, 1516, 1070]
coin-rate-row — [30, 441, 310, 453]
reps-title: ΟΙ ΑΝΤΙΠΡΟΣΩΠΟΙ — [94, 908, 246, 930]
alcool-body: Θεραπεύει τὰς διαρροίας, χολέραν καὶ τοὺς πόνους τοῦ στομάχου. Τιμᾶται δραχ. 2. — [1325, 1073, 1561, 1098]
divider — [30, 900, 310, 903]
kaiser-body: ΒΕΡΟΛΙΝΟΝ μεσονύκτιον Δευτέρας. — Τηλεγραφοῦσιν ἐκ Βιέννης ὅτι οἱ Οὔγγροι ἐξακολουθοῦν ἀρνούμενοι εἰς τὸν Αὐτοκράτορα Φραγκῖσκον τὸ δικαίωμα τῆς ἐκλογῆς τῶν ἐφέδρων. — [1065, 393, 1302, 458]
divider — [1065, 464, 1302, 465]
rate-name: Σιδηρ. Ἀθηνῶν—Πειραιῶς — [30, 303, 163, 315]
company-rate-row — [30, 400, 310, 412]
rate-name: Δελτία Τράπεζα — [30, 274, 112, 286]
divider — [1065, 754, 1302, 755]
rail-headline: ΕΝΩΤΙΚΗ ΓΡΑΜΜΗ — [905, 278, 1215, 318]
ship-title: ΚΑΤΑΠΛΟΥΣ ΤΟΥ ΒΕΛΟΥΣ — [70, 1204, 270, 1225]
company-rates-table — [30, 304, 310, 412]
bourse-title: ΧΡΗΜΑΤΙΣΤΗΡΙΟΝ — [61, 128, 279, 157]
company-rate-row — [30, 340, 310, 352]
rate-name: Τράπεζα Ἀνατολῆς — [30, 238, 126, 250]
company-rate-row — [30, 388, 310, 400]
rail-subtitle: ΤΩΝ ΕΛΛΗΝΟΤΟΥΡΚΙΚΩΝ ΣΙΔΗΡΟΔΡΟΜΩΝ — [870, 316, 1250, 342]
